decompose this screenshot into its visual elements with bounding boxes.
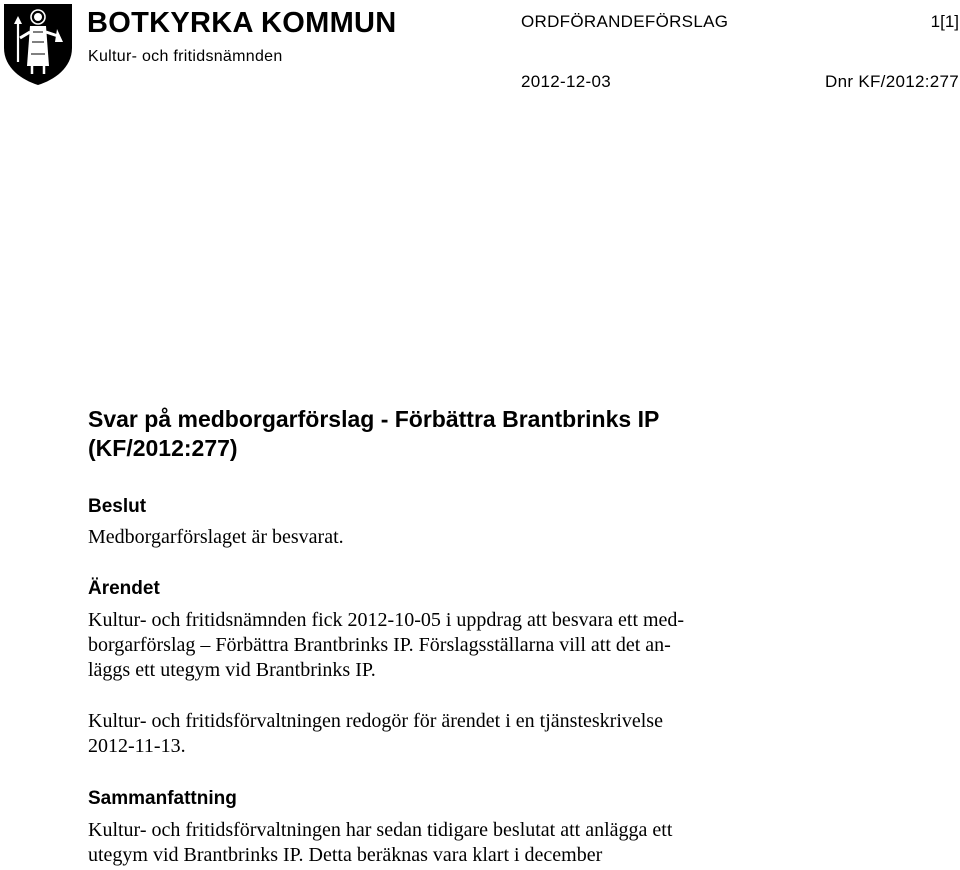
- organization-name: BOTKYRKA KOMMUN: [87, 7, 397, 39]
- section-heading-beslut: Beslut: [88, 496, 147, 517]
- text-line: utegym vid Brantbrinks IP. Detta beräknas vara klart i december: [88, 844, 603, 866]
- document-title: [88, 405, 659, 463]
- text-line: 2012-11-13.: [88, 735, 186, 757]
- diary-number: Dnr KF/2012:277: [825, 72, 959, 91]
- document-date: 2012-12-03: [521, 72, 611, 91]
- document-title-line-1: Svar på medborgarförslag - Förbättra Brantbrinks IP: [88, 406, 660, 432]
- text-line: Kultur- och fritidsförvaltningen redogör för ärendet i en tjänsteskrivelse: [88, 710, 663, 732]
- text-line: borgarförslag – Förbättra Brantbrinks IP. Förslagsställarna vill att det an-: [88, 634, 671, 656]
- arendet-paragraph-2: [88, 709, 848, 759]
- beslut-text: [88, 525, 848, 550]
- text-line: Kultur- och fritidsförvaltningen har sedan tidigare beslutat att anlägga ett: [88, 819, 673, 841]
- department-name: Kultur- och fritidsnämnden: [88, 48, 283, 65]
- section-heading-sammanfattning: Sammanfattning: [88, 788, 237, 809]
- text-line: Medborgarförslaget är besvarat.: [88, 526, 344, 548]
- sammanfattning-text: [88, 818, 848, 868]
- text-line: Kultur- och fritidsnämnden fick 2012-10-05 i uppdrag att besvara ett med-: [88, 609, 685, 631]
- text-line: läggs ett utegym vid Brantbrinks IP.: [88, 659, 376, 681]
- document-title-line-2: (KF/2012:277): [88, 435, 238, 461]
- page-number: 1[1]: [930, 12, 959, 31]
- arendet-paragraph-1: [88, 608, 848, 683]
- coat-of-arms-icon: [2, 2, 74, 86]
- section-heading-arendet: Ärendet: [88, 578, 160, 599]
- document-type: ORDFÖRANDEFÖRSLAG: [521, 12, 729, 31]
